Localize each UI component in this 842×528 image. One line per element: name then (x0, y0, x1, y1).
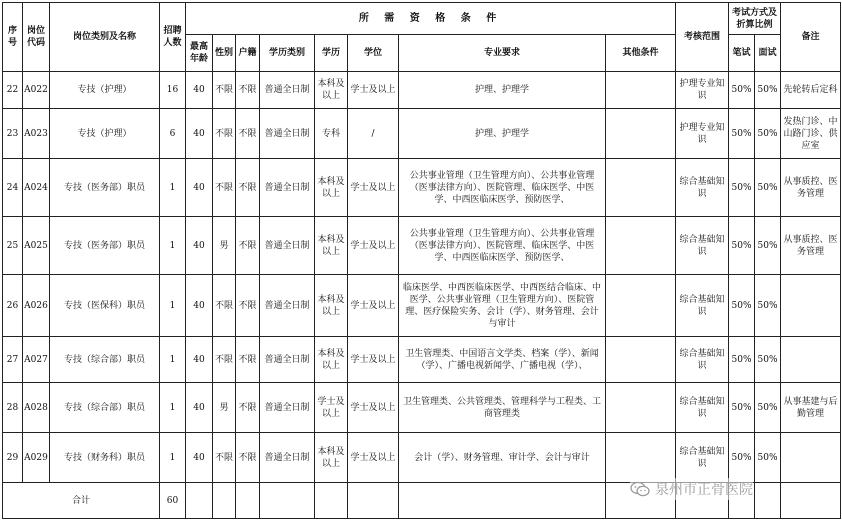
cell-seq: 24 (3, 159, 23, 217)
empty-cell (315, 483, 348, 519)
cell-scope: 综合基础知识 (676, 337, 729, 383)
cell-edu: 学士及以上 (315, 383, 348, 433)
cell-gender: 男 (213, 217, 236, 275)
table-row (3, 159, 841, 217)
cell-seq: 26 (3, 275, 23, 337)
cell-degree: 学士及以上 (348, 217, 399, 275)
cell-other (606, 217, 676, 275)
cell-edu-type: 普通全日制 (260, 433, 315, 483)
cell-edu-type: 普通全日制 (260, 159, 315, 217)
header-other: 其他条件 (606, 35, 676, 72)
cell-gender: 不限 (213, 433, 236, 483)
cell-gender: 不限 (213, 159, 236, 217)
header-interview: 面试 (755, 35, 781, 72)
empty-cell (186, 483, 213, 519)
wechat-icon (630, 481, 650, 497)
table-row (3, 109, 841, 159)
cell-count: 16 (160, 72, 186, 109)
cell-interview: 50% (755, 217, 781, 275)
cell-scope: 综合基础知识 (676, 217, 729, 275)
cell-other (606, 383, 676, 433)
cell-scope: 综合基础知识 (676, 433, 729, 483)
cell-interview: 50% (755, 72, 781, 109)
header-edu: 学历 (315, 35, 348, 72)
cell-name: 专技（护理） (50, 109, 160, 159)
cell-hukou: 不限 (236, 383, 260, 433)
cell-scope: 护理专业知识 (676, 72, 729, 109)
cell-edu: 本科及以上 (315, 217, 348, 275)
cell-interview: 50% (755, 337, 781, 383)
cell-written: 50% (729, 159, 755, 217)
cell-gender: 不限 (213, 72, 236, 109)
table-row (3, 337, 841, 383)
cell-written: 50% (729, 72, 755, 109)
empty-cell (236, 483, 260, 519)
cell-degree: 学士及以上 (348, 72, 399, 109)
cell-code: A022 (23, 72, 50, 109)
empty-cell (781, 483, 841, 519)
cell-edu-type: 普通全日制 (260, 275, 315, 337)
watermark (630, 478, 753, 500)
header-gender: 性别 (213, 35, 236, 72)
cell-other (606, 72, 676, 109)
cell-remark (781, 275, 841, 337)
cell-name: 专技（医务部）职员 (50, 159, 160, 217)
header-hukou: 户籍 (236, 35, 260, 72)
cell-major: 护理、护理学 (399, 72, 606, 109)
cell-interview: 50% (755, 109, 781, 159)
empty-cell (399, 483, 606, 519)
cell-remark: 从事基建与后勤管理 (781, 383, 841, 433)
cell-major: 公共事业管理（卫生管理方向）、公共事业管理（医事法律方向）、医院管理、临床医学、中医学、中西医临床医学、预防医学、 (399, 159, 606, 217)
watermark-text: 泉州市正骨医院 (655, 482, 753, 498)
cell-name: 专技（综合部）职员 (50, 337, 160, 383)
table-row (3, 383, 841, 433)
empty-cell (213, 483, 236, 519)
cell-age: 40 (186, 383, 213, 433)
header-scope: 考核范围 (676, 3, 729, 72)
cell-written: 50% (729, 217, 755, 275)
cell-degree: 学士及以上 (348, 383, 399, 433)
header-edu-type: 学历类别 (260, 35, 315, 72)
table-body (3, 72, 841, 483)
cell-gender: 不限 (213, 109, 236, 159)
cell-count: 1 (160, 159, 186, 217)
cell-other (606, 159, 676, 217)
cell-remark (781, 433, 841, 483)
cell-edu-type: 普通全日制 (260, 217, 315, 275)
cell-gender: 不限 (213, 275, 236, 337)
cell-count: 6 (160, 109, 186, 159)
cell-count: 1 (160, 217, 186, 275)
header-seq: 序号 (3, 3, 23, 72)
empty-cell (755, 483, 781, 519)
cell-degree: 学士及以上 (348, 337, 399, 383)
cell-age: 40 (186, 275, 213, 337)
cell-seq: 29 (3, 433, 23, 483)
cell-hukou: 不限 (236, 217, 260, 275)
cell-hukou: 不限 (236, 275, 260, 337)
cell-code: A027 (23, 337, 50, 383)
cell-major: 临床医学、中西医临床医学、中西医结合临床、中医学、公共事业管理（卫生管理方向）、医院管理、医疗保险实务、会计（学）、财务管理、会计与审计 (399, 275, 606, 337)
cell-remark (781, 337, 841, 383)
header-remark: 备注 (781, 3, 841, 72)
total-label: 合计 (3, 483, 160, 519)
cell-seq: 27 (3, 337, 23, 383)
cell-edu: 本科及以上 (315, 337, 348, 383)
cell-other (606, 109, 676, 159)
header-name: 岗位类别及名称 (50, 3, 160, 72)
header-written: 笔试 (729, 35, 755, 72)
cell-age: 40 (186, 109, 213, 159)
header-max-age: 最高年龄 (186, 35, 213, 72)
cell-degree: 学士及以上 (348, 275, 399, 337)
cell-edu-type: 普通全日制 (260, 72, 315, 109)
header-degree: 学位 (348, 35, 399, 72)
cell-name: 专技（综合部）职员 (50, 383, 160, 433)
cell-major: 会计（学）、财务管理、审计学、会计与审计 (399, 433, 606, 483)
cell-edu-type: 普通全日制 (260, 109, 315, 159)
cell-edu: 专科 (315, 109, 348, 159)
cell-name: 专技（财务科）职员 (50, 433, 160, 483)
header-count: 招聘人数 (160, 3, 186, 72)
cell-hukou: 不限 (236, 433, 260, 483)
cell-age: 40 (186, 337, 213, 383)
table-row (3, 217, 841, 275)
cell-major: 卫生管理类、中国语言文学类、档案（学）、新闻（学）、广播电视新闻学、广播电视（学）、 (399, 337, 606, 383)
cell-major: 公共事业管理（卫生管理方向）、公共事业管理（医事法律方向）、医院管理、临床医学、中医学、中西医临床医学、预防医学、 (399, 217, 606, 275)
table-row (3, 433, 841, 483)
total-count: 60 (160, 483, 186, 519)
cell-seq: 22 (3, 72, 23, 109)
cell-code: A024 (23, 159, 50, 217)
cell-written: 50% (729, 337, 755, 383)
cell-scope: 综合基础知识 (676, 383, 729, 433)
cell-seq: 23 (3, 109, 23, 159)
cell-code: A029 (23, 433, 50, 483)
cell-scope: 护理专业知识 (676, 109, 729, 159)
cell-degree: / (348, 109, 399, 159)
cell-written: 50% (729, 109, 755, 159)
cell-age: 40 (186, 159, 213, 217)
cell-other (606, 337, 676, 383)
cell-age: 40 (186, 72, 213, 109)
header-code: 岗位代码 (23, 3, 50, 72)
cell-gender: 不限 (213, 337, 236, 383)
cell-written: 50% (729, 383, 755, 433)
cell-interview: 50% (755, 383, 781, 433)
cell-edu-type: 普通全日制 (260, 337, 315, 383)
cell-interview: 50% (755, 159, 781, 217)
cell-seq: 25 (3, 217, 23, 275)
empty-cell (260, 483, 315, 519)
cell-major: 卫生管理类、公共管理类、管理科学与工程类、工商管理类 (399, 383, 606, 433)
table-row (3, 275, 841, 337)
cell-age: 40 (186, 217, 213, 275)
cell-interview: 50% (755, 433, 781, 483)
header-exam: 考试方式及折算比例 (729, 3, 781, 35)
cell-edu: 本科及以上 (315, 159, 348, 217)
cell-seq: 28 (3, 383, 23, 433)
cell-count: 1 (160, 275, 186, 337)
cell-other (606, 433, 676, 483)
cell-remark: 从事质控、医务管理 (781, 159, 841, 217)
cell-written: 50% (729, 433, 755, 483)
cell-remark: 发热门诊、中山路门诊、供应室 (781, 109, 841, 159)
cell-remark: 从事质控、医务管理 (781, 217, 841, 275)
cell-name: 专技（护理） (50, 72, 160, 109)
cell-count: 1 (160, 433, 186, 483)
cell-hukou: 不限 (236, 109, 260, 159)
header-major: 专业要求 (399, 35, 606, 72)
cell-name: 专技（医务部）职员 (50, 217, 160, 275)
cell-edu-type: 普通全日制 (260, 383, 315, 433)
header-quals: 所 需 资 格 条 件 (186, 3, 676, 35)
cell-count: 1 (160, 337, 186, 383)
cell-code: A028 (23, 383, 50, 433)
cell-count: 1 (160, 383, 186, 433)
cell-major: 护理、护理学 (399, 109, 606, 159)
cell-gender: 男 (213, 383, 236, 433)
cell-hukou: 不限 (236, 337, 260, 383)
cell-hukou: 不限 (236, 72, 260, 109)
cell-scope: 综合基础知识 (676, 159, 729, 217)
cell-edu: 本科及以上 (315, 275, 348, 337)
recruitment-table (2, 2, 841, 519)
cell-degree: 学士及以上 (348, 159, 399, 217)
empty-cell (348, 483, 399, 519)
cell-interview: 50% (755, 275, 781, 337)
cell-written: 50% (729, 275, 755, 337)
cell-name: 专技（医保科）职员 (50, 275, 160, 337)
cell-remark: 先轮转后定科 (781, 72, 841, 109)
cell-code: A023 (23, 109, 50, 159)
cell-hukou: 不限 (236, 159, 260, 217)
cell-edu: 本科及以上 (315, 72, 348, 109)
cell-code: A026 (23, 275, 50, 337)
cell-scope: 综合基础知识 (676, 275, 729, 337)
cell-other (606, 275, 676, 337)
cell-code: A025 (23, 217, 50, 275)
cell-age: 40 (186, 433, 213, 483)
cell-edu: 本科及以上 (315, 433, 348, 483)
cell-degree: 学士及以上 (348, 433, 399, 483)
table-row (3, 72, 841, 109)
